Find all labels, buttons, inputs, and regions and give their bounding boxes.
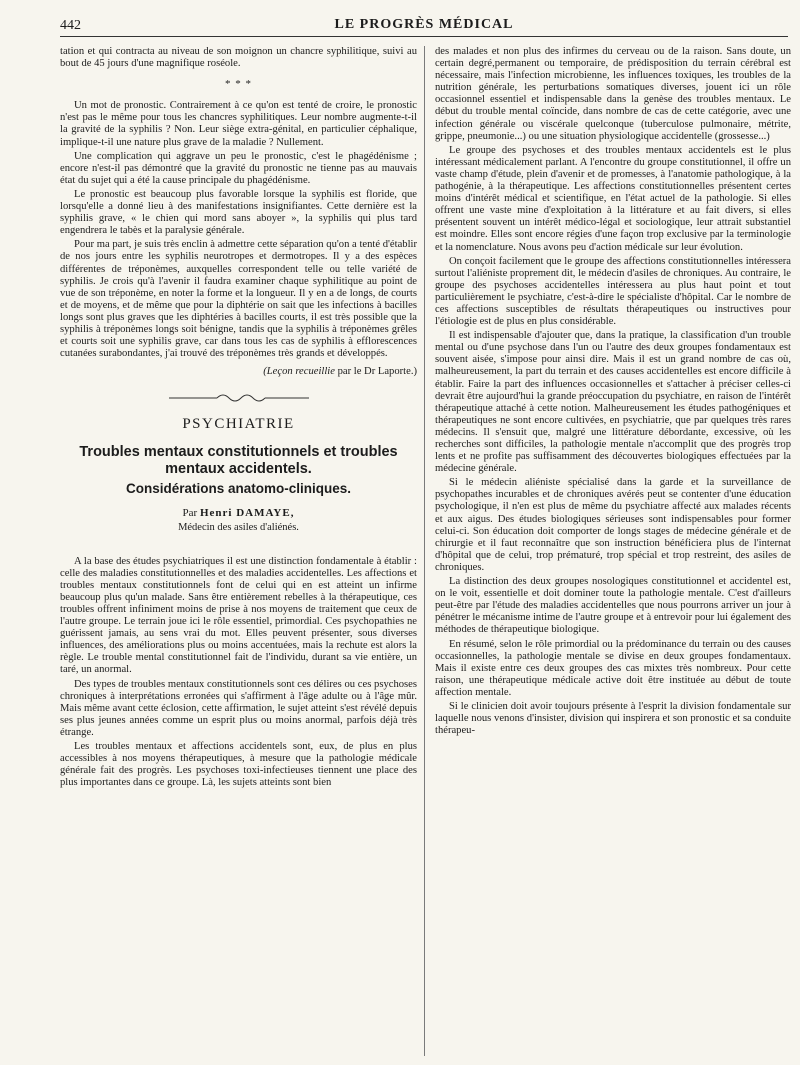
- lecture-credit-italic: (Leçon recueillie: [263, 366, 335, 378]
- right-column: [435, 46, 791, 739]
- paragraph: tation et qui contracta au niveau de son moignon un chancre syphilitique, suivi au bout de 45 jours d'une magnifique roséole.: [60, 46, 417, 70]
- lecture-credit: [60, 366, 417, 378]
- ornament-divider-icon: [169, 392, 309, 404]
- paragraph: Pour ma part, je suis très enclin à admettre cette séparation qu'on a tenté d'établir de nos jours entre les syphilis neurotropes et dermotropes. Il y a des espèces différentes de tréponèmes, auxquelles correspondent telle ou telle variété de syphilis. Je crois qu'à l'avenir il faudra examiner chaque syphilitique au point de vue de son tréponème, en noter la forme et la longueur. Il y en a de longs, de courts et de moyens, et de même que pour la diphtérie on sait que les infections à bacilles longs sont plus graves que les diphtéries à bacilles courts, il est très possible que la syphilis à tréponèmes longs soit bénigne, tandis que la syphilis à tréponèmes grêles et courts soit une syphilis grave, car dans tous les cas de syphilis à efflorescences cutanées surabondantes, j'ai trouvé des tréponèmes très grands et développés.: [60, 239, 417, 360]
- paragraph: Les troubles mentaux et affections accidentels sont, eux, de plus en plus accessibles à nos moyens thérapeutiques, à mesure que la pathologie médicale générale fait des progrès. Les psychoses toxi-infectieuses tiennent une place des plus importantes dans ce groupe. Là, les sujets atteints sont bien: [60, 741, 417, 789]
- paragraph: Le pronostic est beaucoup plus favorable lorsque la syphilis est floride, que lorsqu'elle a donné lieu à des manifestations insignifiantes. Cette dernière est la syphilis grave, « le chien qui mord sans aboyer », la syphilis qui plus tard engendrera le tabès et la paralysie générale.: [60, 188, 417, 237]
- article-title: Troubles mentaux constitutionnels et troubles mentaux accidentels.: [79, 444, 398, 478]
- byline: [60, 507, 417, 519]
- article-subtitle: Considérations anatomo-cliniques.: [125, 481, 352, 497]
- author-name: Henri DAMAYE,: [199, 507, 295, 520]
- section-title: PSYCHIATRIE: [182, 416, 295, 433]
- paragraph: En résumé, selon le rôle primordial ou la prédominance du terrain ou des causes occasionnelles, la pathologie mentale se divise en deux groupes fondamentaux. Mais il existe entre ces deux groupes des cas mixtes très nombreux. Pour cette raison, une thérapeutique médicale active doit être instituée au début de toute affection mentale.: [435, 638, 791, 698]
- column-divider: [424, 46, 425, 1056]
- paragraph: Si le clinicien doit avoir toujours présente à l'esprit la division fondamentale sur laquelle nous venons d'insister, division qui inspirera et son pronostic et sa conduite thérapeu-: [435, 700, 791, 737]
- paragraph: A la base des études psychiatriques il est une distinction fondamentale à établir : celle des maladies constitutionnelles et des maladies accidentelles. Les affections et troubles mentaux constitutionnels font de celui qui en est atteint un infirme beaucoup plus qu'un malade. Sans être entièrement rebelles à la thérapeutique, ces troubles offrent infiniment moins de prise à nos moyens de traitement que ceux de l'autre groupe. Le terrain joue ici le rôle essentiel, primordial. Ces psychopathies ne guérissent jamais, au sens vrai du mot. Elles peuvent présenter, sous diverses influences, des améliorations plus ou moins accentuées, mais la rechute est alors la règle. Le trouble mental constitutionnel fait de l'individu, durant sa vie entière, un taré, un anormal.: [60, 555, 417, 676]
- paragraph: des malades et non plus des infirmes du cerveau ou de la raison. Sans doute, un certain degré,permanent ou temporaire, de prédisposition du terrain cérébral est nécessaire, mais l'infection microbienne, les influences toxiques, les troubles de la nutrition générale, les perturbations somatiques diverses, jouent ici un rôle occasionnel essentiel et indispensable dans la genèse des troubles mentaux. Le début du trouble mental coïncide, dans nombre de cas de cette catégorie, avec une infection générale ou viscérale quelconque (tuberculose pulmonaire, métrite, grippe, pneumonie...) ou une situation physiologique accidentelle (grossesse...): [435, 46, 791, 142]
- asterism-separator: * * *: [225, 78, 252, 91]
- page-header: [60, 14, 788, 37]
- journal-title: LE PROGRÈS MÉDICAL: [334, 17, 514, 32]
- paragraph: Une complication qui aggrave un peu le pronostic, c'est le phagédénisme ; encore n'est-il pas démontré que la gravité du pronostic ne tienne pas au mauvais état du sujet qui a été la cause principale du phagédénisme.: [60, 150, 417, 186]
- byline-prefix: Par: [182, 507, 200, 520]
- author-affiliation: Médecin des asiles d'aliénés.: [178, 521, 299, 533]
- paragraph: Des types de troubles mentaux constitutionnels sont ces délires ou ces psychoses chroniques à interprétations erronées qui s'affirment à l'âge adulte ou à l'âge mûr. Mais même avant cette éclosion, cette affirmation, le sujet atteint s'est révélé depuis ses plus jeunes années comme un esprit plus ou moins anormal, parfois déjà très étrange.: [60, 678, 417, 738]
- paragraph: Un mot de pronostic. Contrairement à ce qu'on est tenté de croire, le pronostic n'est pas le même pour tous les chancres syphilitiques. Leur nombre augmente-t-il la gravité de la syphilis ? Non. Leur siège extra-génital, en particulier céphalique, implique-t-il une nature plus grave de la maladie ? Nullement.: [60, 100, 417, 148]
- lecture-credit-author: par le Dr Laporte.): [334, 366, 417, 378]
- left-column: [60, 46, 417, 791]
- paragraph: On conçoit facilement que le groupe des affections constitutionnelles intéressera surtout l'aliéniste proprement dit, le médecin d'asiles de chroniques. Au contraire, le groupe des psychoses accidentelles intéressera au plus haut point et tout particulièrement le psychiatre, c'est-à-dire le spécialiste d'hôpital. Car le nombre de ces affections susceptibles de résultats thérapeutiques ou instructives pour l'étiologie est de plus en plus considérable.: [435, 255, 791, 328]
- paragraph: Le groupe des psychoses et des troubles mentaux accidentels est le plus intéressant médicalement parlant. A l'encontre du groupe constitutionnel, il offre un vaste champ d'étude, plein d'avenir et de promesses, à l'anatomie pathologique, à la pathogénie, à la thérapeutique. Les affections constitutionnelles présentent certes moins d'intérêt médical et scientifique, en l'état actuel de la pathologie. Si elles offrent une vaste mine d'exploitation à la littérature et au fait divers, si elles présentent souvent un intérêt médico-légal et sociologique, leur attrait substantiel est moindre. Elles sont encore régies d'une façon trop exclusive par la terminologie et la nomenclature. Nous avons peu d'action médicale sur leur évolution.: [435, 144, 791, 253]
- paragraph: Si le médecin aliéniste spécialisé dans la garde et la surveillance de psychopathes incurables et de chroniques avérés peut se contenter d'une éducation psychologique, il n'en est plus de même du psychiatre affecté aux malades récents et aux aigus. Des études biologiques sérieuses sont indispensables pour former celui-ci. Son éducation doit comporter de longs stages de médecine générale et de chirurgie et il faut reconnaître que son instruction bénéficiera plus de l'internat d'hôpital que de celui, trop prématuré, trop spécial et trop restreint, des asiles de chroniques.: [435, 477, 791, 573]
- paragraph: La distinction des deux groupes nosologiques constitutionnel et accidentel est, on le voit, essentielle et doit dominer toute la pathologie mentale. C'est d'ailleurs peut-être par l'étude des maladies accidentelles que nous pourrons arriver un jour à pénétrer le mécanisme intime de l'autre groupe et à entrevoir pour lui également des méthodes de thérapeutique biologique.: [435, 576, 791, 636]
- page-number: 442: [60, 18, 81, 33]
- paragraph: Il est indispensable d'ajouter que, dans la pratique, la classification d'un trouble mental ou d'une psychose dans l'un ou l'autre des deux groupes fondamentaux est souvent aisée, s'impose pour ainsi dire. Mais il est un grand nombre de cas où, malheureusement, la part du terrain et des causes accidentelles est encore difficile à établir. Faire la part des influences occasionnelles et s'attacher à préciser celles-ci devrait être aujourd'hui la grande préoccupation du psychiatre, en raison de l'intérêt thérapeutique attaché à cette notion. Malheureusement les études pathogéniques et thérapeutiques ne sont encore cultivées, en psychiatrie, que par quelques très rares médecins. Il s'ensuit que, malgré une littérature débordante, excessive, où les recherches sont difficiles, la pathologie mentale n'accomplit que des progrès trop lents et ne profite pas suffisamment des découvertes biologiques effectuées par la médecine générale.: [435, 330, 791, 475]
